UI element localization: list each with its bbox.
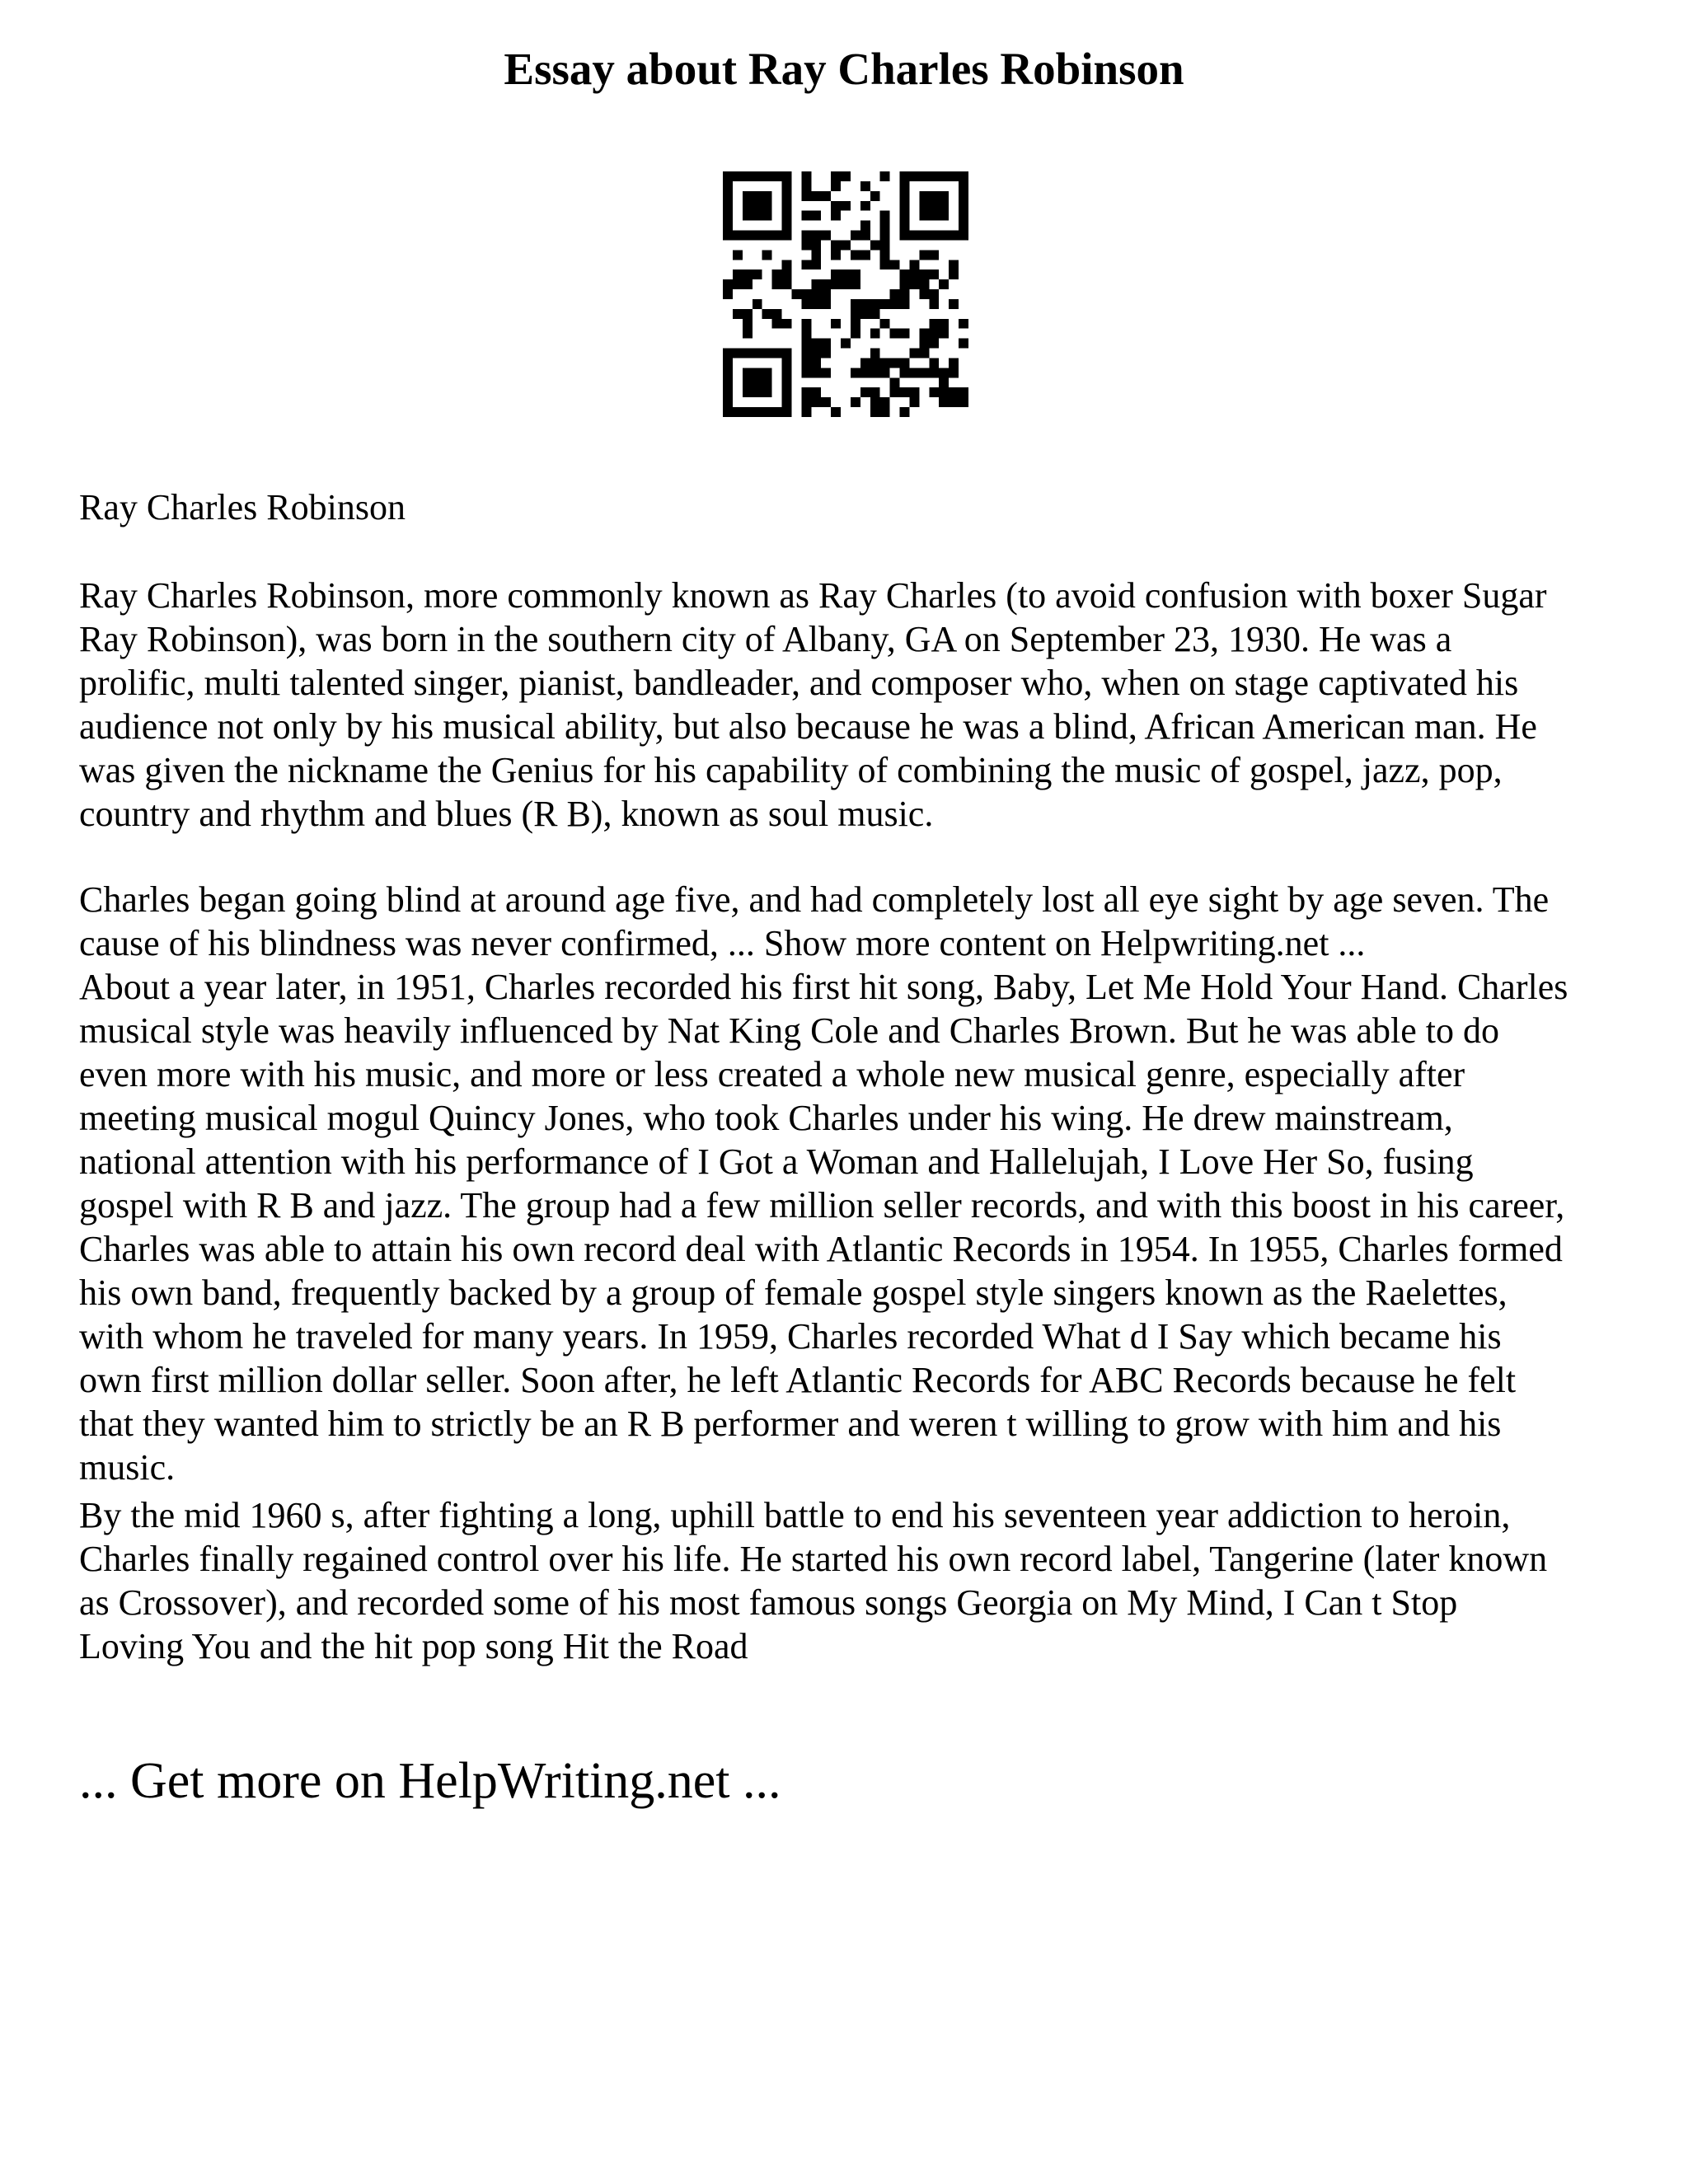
paragraph-line: with whom he traveled for many years. In 1959, Charles recorded What d I Say which became his <box>79 1316 1502 1357</box>
paragraph-line: Charles finally regained control over his life. He started his own record label, Tangerine (later known <box>79 1539 1548 1579</box>
paragraph-line: cause of his blindness was never confirmed, ... Show more content on Helpwriting.net ... <box>79 923 1366 963</box>
paragraph-line: Charles began going blind at around age five, and had completely lost all eye sight by age seven. The <box>79 879 1550 920</box>
paragraph-line: his own band, frequently backed by a group of female gospel style singers known as the Raelettes, <box>79 1272 1507 1313</box>
paragraph-line: Charles was able to attain his own record deal with Atlantic Records in 1954. In 1955, Charles formed <box>79 1229 1563 1269</box>
paragraph-line: About a year later, in 1951, Charles recorded his first hit song, Baby, Let Me Hold Your Hand. Charles <box>79 967 1568 1007</box>
paragraph-line: Loving You and the hit pop song Hit the Road <box>79 1626 748 1666</box>
paragraph-line: Ray Charles Robinson, more commonly known as Ray Charles (to avoid confusion with boxer Sugar <box>79 575 1547 616</box>
paragraph-line: was given the nickname the Genius for his capability of combining the music of gospel, jazz, pop, <box>79 750 1503 790</box>
paragraph-line: national attention with his performance of I Got a Woman and Hallelujah, I Love Her So, fusing <box>79 1141 1474 1182</box>
paragraph-1 <box>79 574 1547 836</box>
paragraph-line: music. <box>79 1447 176 1488</box>
paragraph-line: By the mid 1960 s, after fighting a long, uphill battle to end his seventeen year addiction to heroin, <box>79 1495 1511 1535</box>
paragraph-line: as Crossover), and recorded some of his most famous songs Georgia on My Mind, I Can t Stop <box>79 1582 1458 1623</box>
essay-subtitle <box>79 485 406 529</box>
paragraph-line: audience not only by his musical ability, but also because he was a blind, African American man. He <box>79 706 1537 747</box>
paragraph-line: musical style was heavily influenced by Nat King Cole and Charles Brown. But he was able to do <box>79 1010 1499 1051</box>
paragraph-3 <box>79 1493 1547 1668</box>
paragraph-2 <box>79 878 1568 1489</box>
paragraph-line: that they wanted him to strictly be an R B performer and weren t willing to grow with him and his <box>79 1404 1502 1444</box>
get-more-link[interactable]: ... Get more on HelpWriting.net ... <box>79 1753 781 1809</box>
qr-code-icon[interactable] <box>723 171 968 417</box>
paragraph-line: own first million dollar seller. Soon after, he left Atlantic Records for ABC Records because he felt <box>79 1360 1517 1400</box>
paragraph-line: country and rhythm and blues (R B), known as soul music. <box>79 794 934 834</box>
page-title: Essay about Ray Charles Robinson <box>504 44 1184 94</box>
paragraph-line: prolific, multi talented singer, pianist, bandleader, and composer who, when on stage captivated his <box>79 663 1519 703</box>
paragraph-line: meeting musical mogul Quincy Jones, who took Charles under his wing. He drew mainstream, <box>79 1098 1453 1138</box>
paragraph-line: even more with his music, and more or less created a whole new musical genre, especially after <box>79 1054 1465 1094</box>
paragraph-line: gospel with R B and jazz. The group had a few million seller records, and with this boost in his career, <box>79 1185 1565 1226</box>
paragraph-line: Ray Robinson), was born in the southern city of Albany, GA on September 23, 1930. He was a <box>79 619 1452 659</box>
subtitle-text: Ray Charles Robinson <box>79 487 406 527</box>
